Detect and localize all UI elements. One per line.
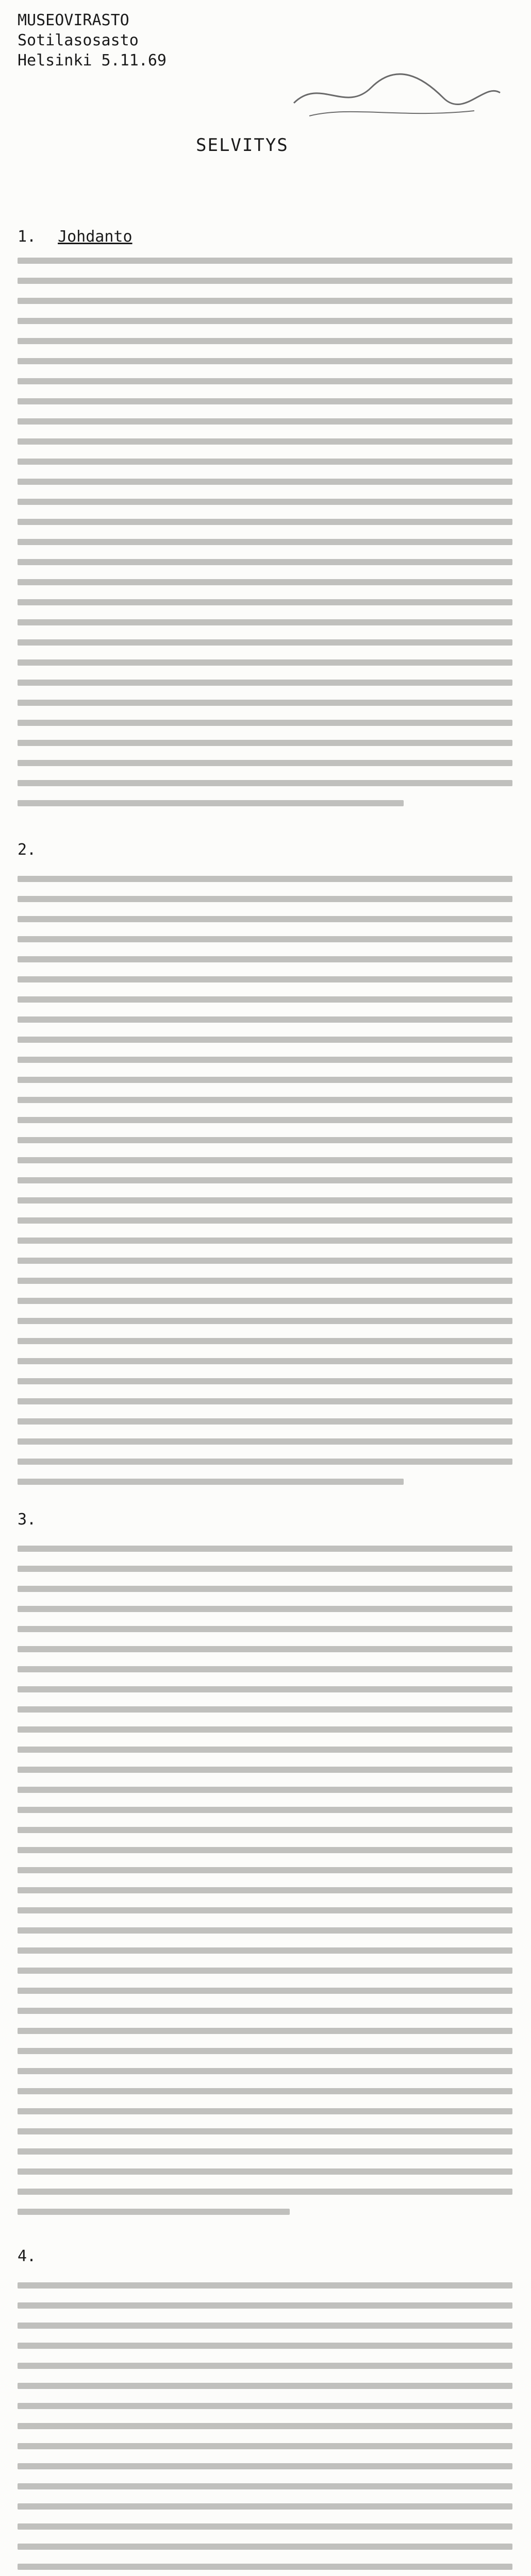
section-heading-1 [18, 227, 502, 247]
letterhead-organization: MUSEOVIRASTO [18, 11, 129, 29]
section-number: 3. [18, 1511, 37, 1529]
section-heading-3 [18, 1510, 502, 1530]
handwritten-annotation [289, 62, 505, 124]
section-number: 4. [18, 2247, 37, 2265]
section-number: 2. [18, 841, 37, 859]
letterhead-department: Sotilasosasto [18, 31, 139, 49]
section-heading-2 [18, 840, 502, 860]
letterhead-date: Helsinki 5.11.69 [18, 52, 167, 70]
section-heading-4 [18, 2246, 502, 2267]
letterhead [18, 10, 167, 71]
section-title: Johdanto [58, 228, 132, 246]
section-body-3 [18, 1546, 512, 2229]
section-body-2 [18, 876, 512, 1499]
document-title: SELVITYS [196, 135, 289, 156]
section-body-4 [18, 2282, 512, 2576]
section-body-1 [18, 258, 512, 820]
section-number: 1. [18, 228, 37, 246]
